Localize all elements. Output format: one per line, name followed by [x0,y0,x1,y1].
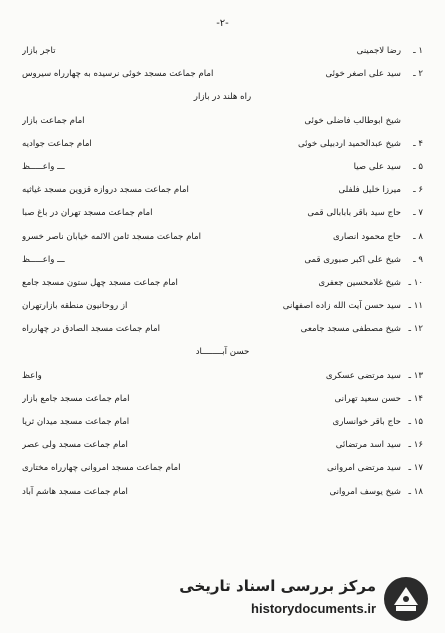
entry-list [22,40,423,504]
list-item [22,86,423,109]
entry-name: حاج باقر خوانساری [332,417,401,427]
entry-name: سید اسد مرتضائی [335,440,401,451]
entry-role: ـــ واعـــــظ [22,161,65,172]
list-item [22,179,423,202]
entry-number: ۸ ـ [413,231,423,242]
watermark [150,573,430,625]
entry-number: ۴ ـ [413,138,423,149]
list-item [22,318,423,341]
entry-name: شیخ یوسف امروانی [329,486,401,497]
page-number: -۲- [216,18,229,29]
entry-name: حاج محمود انصاری [332,231,401,242]
entry-number: ۱۸ ـ [408,486,423,497]
entry-role: واعظ [22,370,42,381]
entry-role: امام جماعت مسجد چهل ستون مسجد جامع [22,277,178,288]
entry-name: حاج سید باقر بابابالی قمی [307,208,401,219]
entry-name: شیخ ابوطالب فاضلی خوئی [304,115,401,126]
entry-role: امام جماعت بازار [22,115,85,126]
entry-role: از روحانیون منطقه بازارتهران [22,301,128,312]
entry-number: ۵ ـ [413,161,423,172]
entry-name: سید حسن آیت الله زاده اصفهانی [282,301,401,312]
list-item [22,272,423,295]
entry-role: حسن آبــــــــاد [195,347,250,358]
list-item [22,295,423,318]
entry-name: شیخ عبدالحمید اردبیلی خوئی [297,138,401,149]
list-item [22,365,423,388]
list-item [22,249,423,272]
list-item [22,411,423,434]
entry-name: سید مرتضی امروانی [327,463,401,474]
entry-role: امام جماعت مسجد ثامن الائمه خیابان ناصر خسرو [22,231,202,242]
archive-seal-icon [382,575,430,623]
entry-number: ۱۰ ـ [408,277,423,288]
list-item [22,133,423,156]
entry-number: ۶ ـ [413,185,423,196]
list-item [22,341,423,364]
entry-role: امام جماعت مسجد ولی عصر [22,440,128,451]
entry-role: امام جماعت مسجد جامع بازار [22,393,130,404]
entry-name: حسن سعید تهرانی [334,393,401,404]
entry-number: ۲ ـ [413,69,423,80]
entry-role: تاجر بازار [22,46,56,56]
watermark-url: historydocuments.ir [251,601,376,616]
list-item [22,110,423,133]
list-item [22,388,423,411]
list-item [22,434,423,457]
entry-role: امام جماعت مسجد خوئی نرسیده به چهارراه سیروس [22,69,214,80]
entry-name: شیخ علی اکبر صبوری قمی [304,254,401,265]
entry-role: امام جماعت جوادیه [22,138,92,149]
list-item [22,156,423,179]
list-item [22,226,423,249]
list-item [22,481,423,504]
list-item [22,457,423,480]
list-item [22,202,423,225]
entry-name: میرزا خلیل فلفلی [338,185,401,196]
watermark-title: مرکز بررسی اسناد تاریخی [179,577,376,595]
entry-role: امام جماعت مسجد دروازه قزوین مسجد غیاثیه [22,185,189,196]
entry-role: امام جماعت مسجد هاشم آباد [22,486,128,497]
entry-name: سید علی صیا [353,161,401,172]
entry-role: ـــ واعـــــظ [22,254,65,265]
entry-name: سید مرتضی عسکری [325,370,401,381]
entry-number: ۷ ـ [413,208,423,219]
entry-name: سید علی اصغر خوئی [325,69,401,80]
entry-number: ۱۲ ـ [408,324,423,335]
entry-name: شیخ مصطفی مسجد جامعی [300,324,401,335]
entry-number: ۱۴ ـ [408,393,423,404]
entry-role: امام جماعت مسجد میدان ثریا [22,417,130,427]
entry-number: ۱۶ ـ [408,440,423,451]
list-item [22,40,423,63]
entry-number: ۱۳ ـ [408,370,423,381]
entry-role: امام جماعت مسجد الصادق در چهارراه [22,324,161,335]
entry-role: امام جماعت مسجد تهران در باغ صبا [22,208,153,219]
entry-number: ۱ ـ [413,46,423,56]
entry-number: ۹ ـ [413,254,423,265]
entry-number: ۱۵ ـ [408,417,423,427]
entry-number: ۱۱ ـ [408,301,423,312]
entry-name: رضا لاجمینی [356,46,401,56]
entry-number: ۱۷ ـ [408,463,423,474]
entry-role: امام جماعت مسجد امروانی چهارراه مختاری [22,463,181,474]
list-item [22,63,423,86]
entry-role: راه هلند در بازار [193,92,252,103]
entry-name: شیخ غلامحسین جعفری [318,277,401,288]
